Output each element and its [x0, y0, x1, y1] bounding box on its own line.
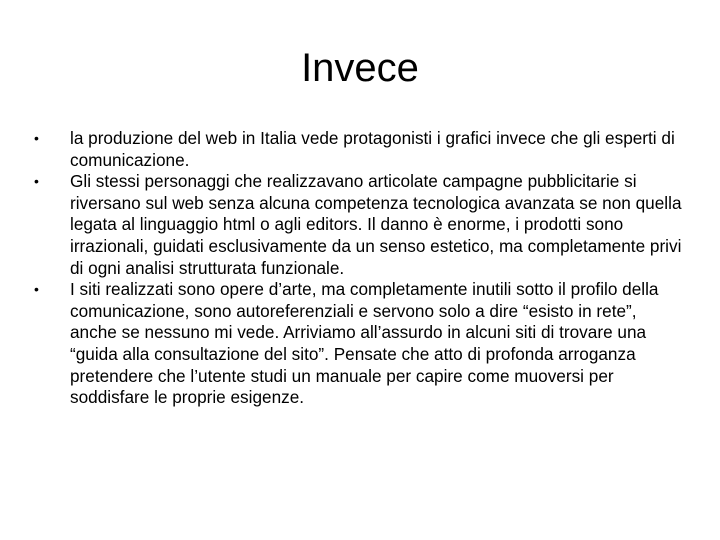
- list-item: [34, 279, 684, 409]
- slide-title: Invece: [301, 46, 419, 90]
- bullet-icon: •: [34, 130, 39, 146]
- bullet-icon: •: [34, 281, 39, 298]
- bullet-text: I siti realizzati sono opere d’arte, ma completamente inutili sotto il profilo della comunicazione, sono autoreferenziali e servono solo a dire “esisto in rete”, anche se nessuno mi vede. Arriviamo all’assurdo in alcuni siti di trovare una “guida alla consultazione del sito”. Pensate che atto di profonda arroganza pretendere che l’utente studi un manuale per capire come muoversi per soddisfare le proprie esigenze.: [70, 279, 659, 408]
- bullet-text: la produzione del web in Italia vede protagonisti i grafici invece che gli esperti di comunicazione.: [70, 128, 675, 170]
- list-item: [34, 171, 684, 279]
- list-item: [34, 128, 684, 171]
- bullet-icon: •: [34, 173, 39, 190]
- bullet-text: Gli stessi personaggi che realizzavano articolate campagne pubblicitarie si riversano sul web senza alcuna competenza tecnologica avanzata se non quella legata al linguaggio html o agli editors. Il danno è enorme, i prodotti sono irrazionali, guidati esclusivamente da un senso estetico, ma completamente privi di ogni analisi strutturata funzionale.: [70, 171, 682, 278]
- bullet-list: [34, 128, 684, 409]
